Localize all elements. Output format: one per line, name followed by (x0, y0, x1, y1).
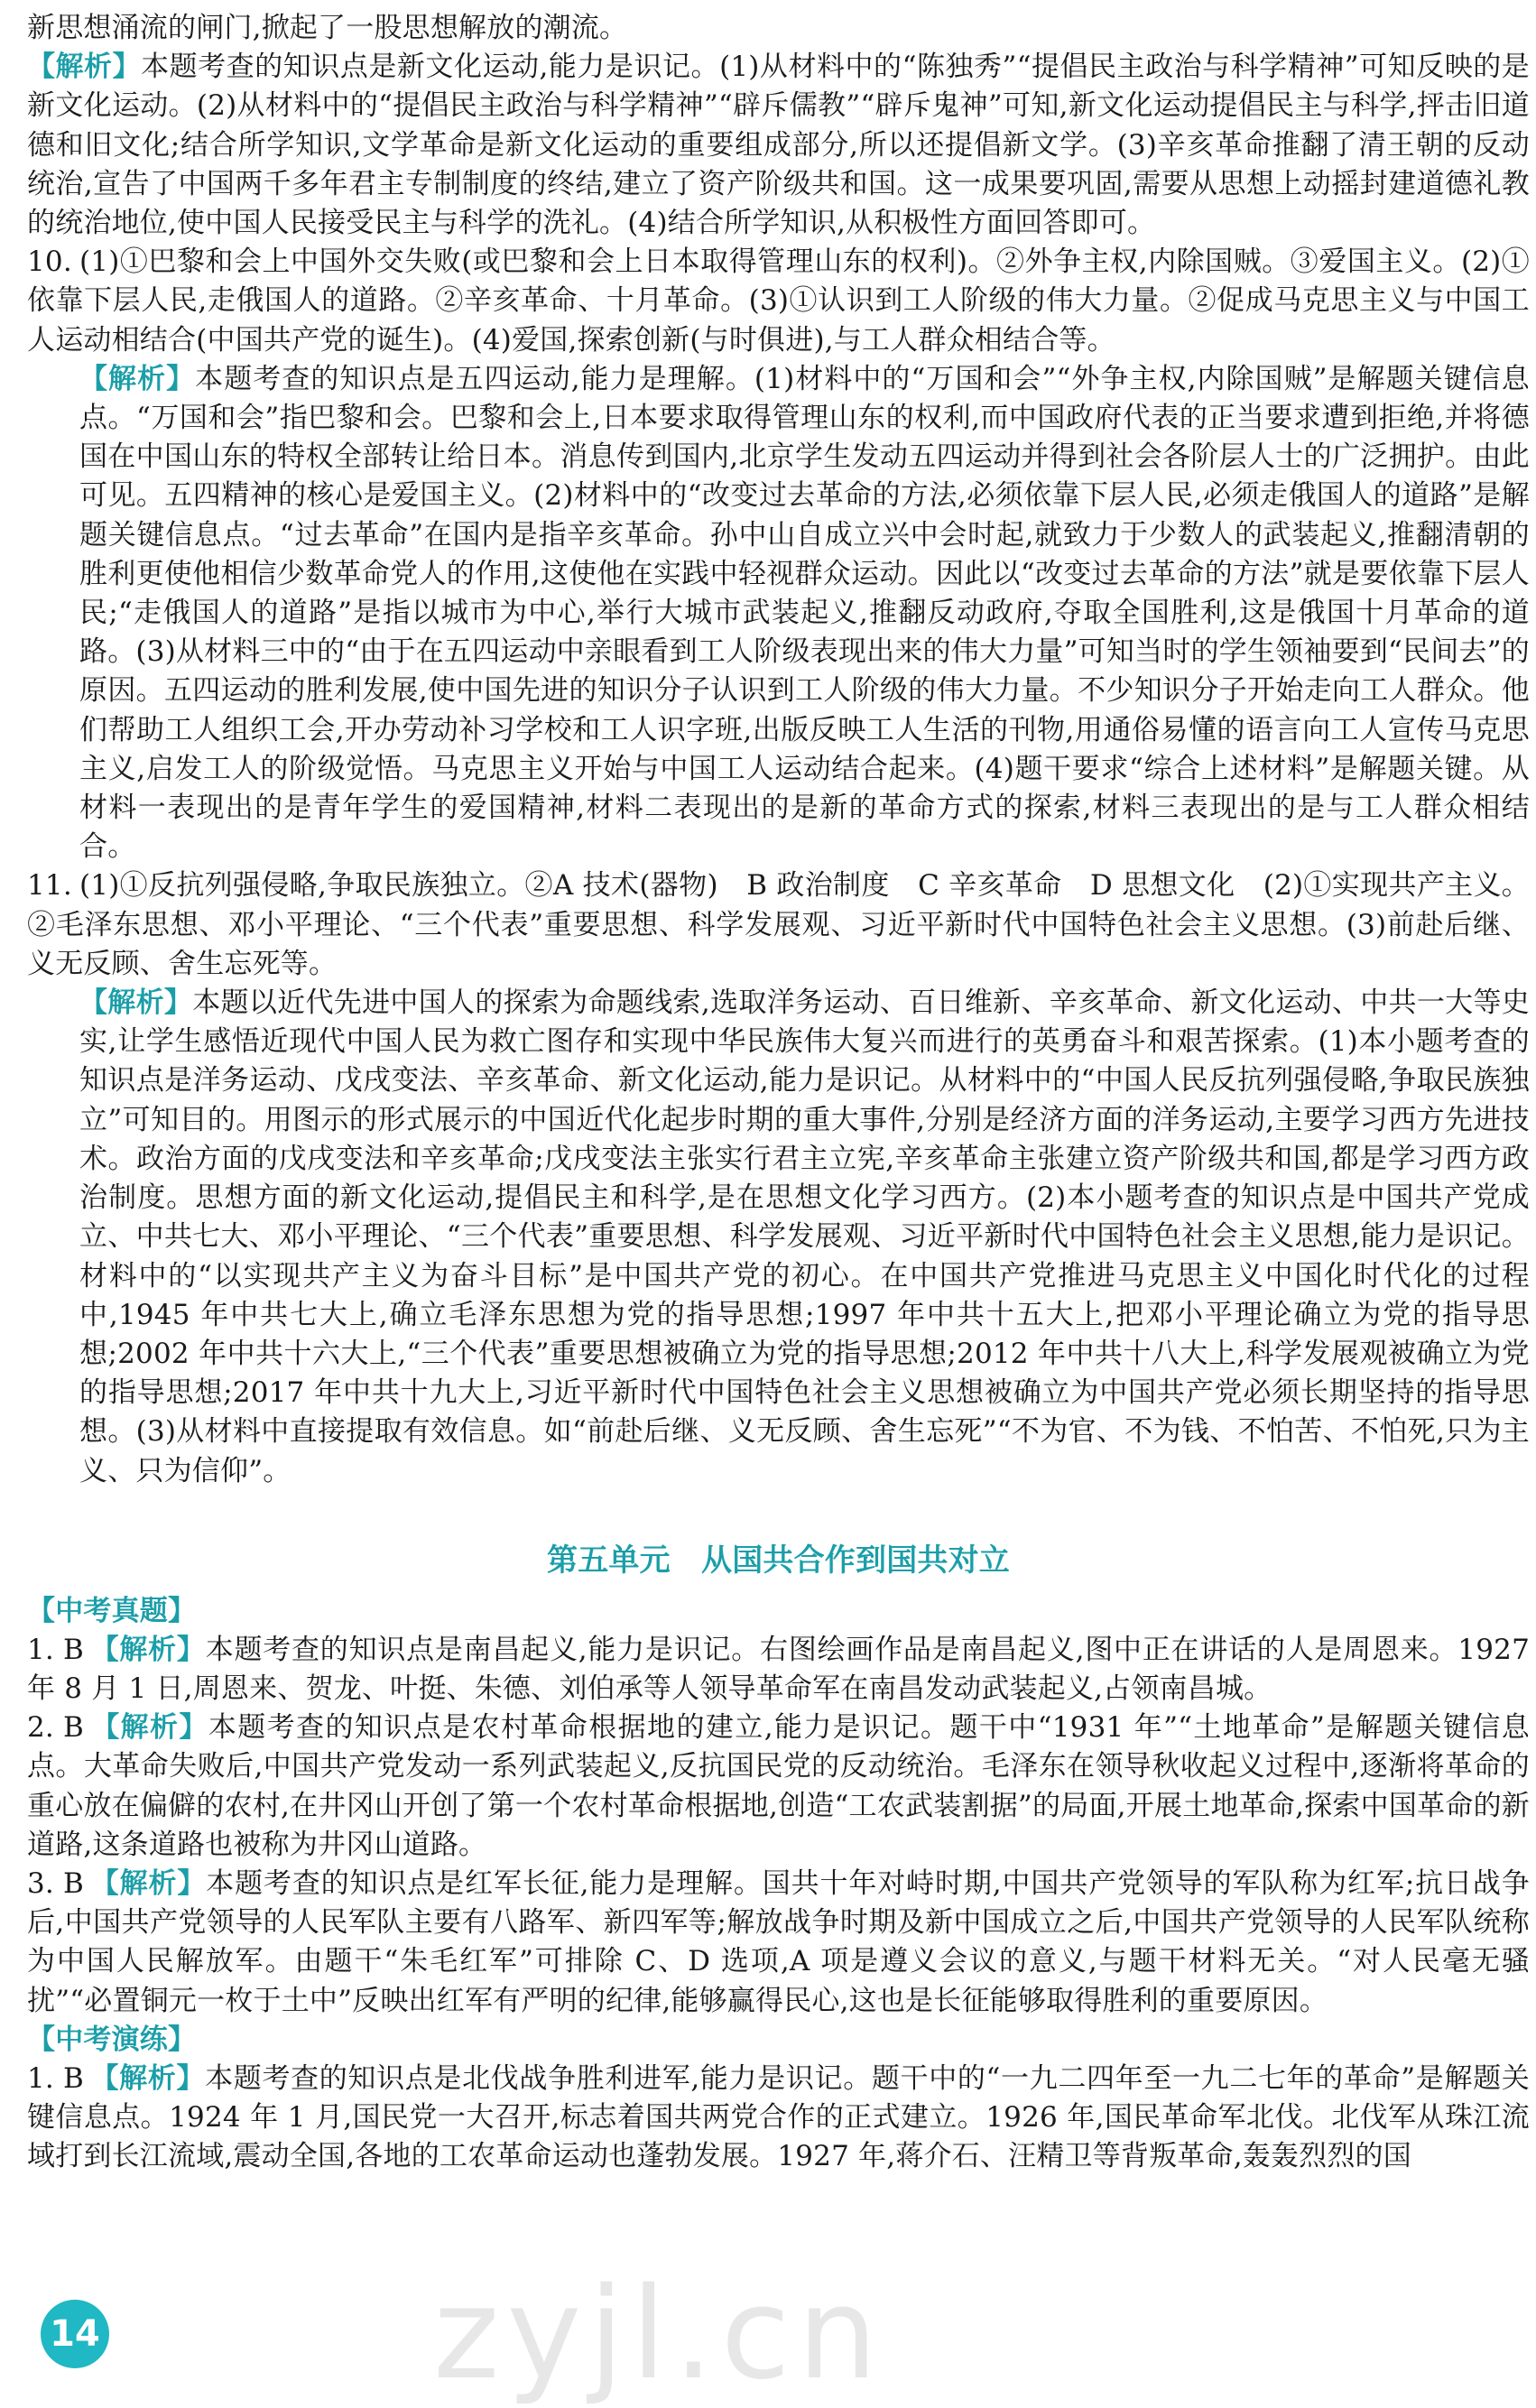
page-content (27, 9, 1530, 2176)
zhongkao-zhenti-heading: 【中考真题】 (27, 1594, 197, 1627)
prev-analysis-text: 本题考查的知识点是新文化运动,能力是识记。(1)从材料中的“陈独秀”“提倡民主政治与科学精神”可知反映的是新文化运动。(2)从材料中的“提倡民主政治与科学精神”“辟斥儒教”“辟斥鬼神”可知,新文化运动提倡民主与科学,抨击旧道德和旧文化;结合所学知识,文学革命是新文化运动的重要组成部分,所以还提倡新文学。(3)辛亥革命推翻了清王朝的反动统治,宣告了中国两千多年君主专制制度的终结,建立了资产阶级共和国。这一成果要巩固,需要从思想上动摇封建道德礼教的统治地位,使中国人民接受民主与科学的洗礼。(4)结合所学知识,从积极性方面回答即可。 (27, 51, 1530, 240)
zhenti-2-text: 本题考查的知识点是农村革命根据地的建立,能力是识记。题干中“1931 年”“土地革命”是解题关键信息点。大革命失败后,中国共产党发动一系列武装起义,反抗国民党的反动统治。毛泽东在领导秋收起义过程中,逐渐将革命的重心放在偏僻的农村,在井冈山开创了第一个农村革命根据地,创造“工农武装割据”的局面,开展土地革命,探索中国革命的新道路,这条道路也被称为井冈山道路。 (27, 1711, 1530, 1861)
yanlian-1-number: 1. B (27, 2061, 85, 2095)
q10-answer-text: (1)①巴黎和会上中国外交失败(或巴黎和会上日本取得管理山东的权利)。②外争主权,内除国贼。③爱国主义。(2)①依靠下层人民,走俄国人的道路。②辛亥革命、十月革命。(3)①认识到工人阶级的伟大力量。②促成马克思主义与中国工人运动相结合(中国共产党的诞生)。(4)爱国,探索创新(与时俱进),与工人群众相结合等。 (27, 245, 1530, 357)
question-10 (27, 243, 1530, 866)
page-number-badge: 14 (41, 2300, 109, 2368)
analysis-tag: 【解析】 (79, 362, 196, 395)
analysis-tag: 【解析】 (90, 1633, 206, 1666)
q11-number: 11. (27, 869, 72, 903)
q10-analysis-text: 本题考查的知识点是五四运动,能力是理解。(1)材料中的“万国和会”“外争主权,内除国贼”是解题关键信息点。“万国和会”指巴黎和会。巴黎和会上,日本要求取得管理山东的权利,而中国政府代表的正当要求遭到拒绝,并将德国在中国山东的特权全部转让给日本。消息传到国内,北京学生发动五四运动并得到社会各阶层人士的广泛拥护。由此可见。五四精神的核心是爱国主义。(2)材料中的“改变过去革命的方法,必须依靠下层人民,必须走俄国人的道路”是解题关键信息点。“过去革命”在国内是指辛亥革命。孙中山自成立兴中会时起,就致力于少数人的武装起义,推翻清朝的胜利更使他相信少数革命党人的作用,这使他在实践中轻视群众运动。因此以“改变过去革命的方法”就是要依靠下层人民;“走俄国人的道路”是指以城市为中心,举行大城市武装起义,推翻反动政府,夺取全国胜利,这是俄国十月革命的道路。(3)从材料三中的“由于在五四运动中亲眼看到工人阶级表现出来的伟大力量”可知当时的学生领袖要到“民间去”的原因。五四运动的胜利发展,使中国先进的知识分子认识到工人阶级的伟大力量。不少知识分子开始走向工人群众。他们帮助工人组织工会,开办劳动补习学校和工人识字班,出版反映工人生活的刊物,用通俗易懂的语言向工人宣传马克思主义,启发工人的阶级觉悟。马克思主义开始与中国工人运动结合起来。(4)题干要求“综合上述材料”是解题关键。从材料一表现出的是青年学生的爱国精神,材料二表现出的是新的革命方式的探索,材料三表现出的是与工人群众相结合。 (79, 362, 1530, 864)
zhongkao-yanlian-heading: 【中考演练】 (27, 2023, 197, 2056)
zhenti-item-2 (27, 1709, 1530, 1865)
question-11 (27, 866, 1530, 1490)
watermark: zyjl.cn (433, 2261, 885, 2408)
analysis-tag: 【解析】 (90, 1711, 208, 1745)
q11-answer (27, 866, 1530, 984)
q10-number: 10. (27, 245, 72, 279)
zhenti-item-1 (27, 1631, 1530, 1709)
unit-title: 第五单元 从国共合作到国共对立 (547, 1542, 1010, 1579)
zhenti-item-3 (27, 1865, 1530, 2021)
q11-analysis-text: 本题以近代先进中国人的探索为命题线索,选取洋务运动、百日维新、辛亥革命、新文化运动、中共一大等史实,让学生感悟近现代中国人民为救亡图存和实现中华民族伟大复兴而进行的英勇奋斗和艰苦探索。(1)本小题考查的知识点是洋务运动、戊戌变法、辛亥革命、新文化运动,能力是识记。从材料中的“中国人民反抗列强侵略,争取民族独立”可知目的。用图示的形式展示的中国近代化起步时期的重大事件,分别是经济方面的洋务运动,主要学习西方先进技术。政治方面的戊戌变法和辛亥革命;戊戌变法主张实行君主立宪,辛亥革命主张建立资产阶级共和国,都是学习西方政治制度。思想方面的新文化运动,提倡民主和科学,是在思想文化学习西方。(2)本小题考查的知识点是中国共产党成立、中共七大、邓小平理论、“三个代表”重要思想、科学发展观、习近平新时代中国特色社会主义思想,能力是识记。材料中的“以实现共产主义为奋斗目标”是中国共产党的初心。在中国共产党推进马克思主义中国化时代化的过程中,1945 年中共七大上,确立毛泽东思想为党的指导思想;1997 年中共十五大上,把邓小平理论确立为党的指导思想;2002 年中共十六大上,“三个代表”重要思想被确立为党的指导思想;2012 年中共十八大上,科学发展观被确立为党的指导思想;2017 年中共十九大上,习近平新时代中国特色社会主义思想被确立为中国共产党必须长期坚持的指导思想。(3)从材料中直接提取有效信息。如“前赴后继、义无反顾、舍生忘死”“不为官、不为钱、不怕苦、不怕死,只为主义、只为信仰”。 (79, 986, 1530, 1487)
q10-analysis (27, 360, 1530, 867)
zhenti-3-number: 3. B (27, 1866, 85, 1900)
yanlian-1-text: 本题考查的知识点是北伐战争胜利进军,能力是识记。题干中的“一九二四年至一九二七年的革命”是解题关键信息点。1924 年 1 月,国民党一大召开,标志着国共两党合作的正式建立。1926 年,国民革命军北伐。北伐军从珠江流域打到长江流域,震动全国,各地的工农革命运动也蓬勃发展。1927 年,蒋介石、汪精卫等背叛革命,轰轰烈烈的国 (27, 2061, 1530, 2173)
q11-answer-text: (1)①反抗列强侵略,争取民族独立。②A 技术(器物) B 政治制度 C 辛亥革命 D 思想文化 (2)①实现共产主义。②毛泽东思想、邓小平理论、“三个代表”重要思想、科学发展观、习近平新时代中国特色社会主义思想。(3)前赴后继、义无反顾、舍生忘死等。 (27, 869, 1530, 980)
zhenti-1-number: 1. B (27, 1633, 85, 1666)
zhenti-1-text: 本题考查的知识点是南昌起义,能力是识记。右图绘画作品是南昌起义,图中正在讲话的人是周恩来。1927 年 8 月 1 日,周恩来、贺龙、叶挺、朱德、刘伯承等人领导革命军在南昌发动武装起义,占领南昌城。 (27, 1633, 1530, 1705)
analysis-tag: 【解析】 (79, 986, 193, 1020)
intro-line: 新思想涌流的闸门,掀起了一股思想解放的潮流。 (27, 12, 628, 44)
zhenti-3-text: 本题考查的知识点是红军长征,能力是理解。国共十年对峙时期,中国共产党领导的军队称为红军;抗日战争后,中国共产党领导的人民军队主要有八路军、新四军等;解放战争时期及新中国成立之后,中国共产党领导的人民军队统称为中国人民解放军。由题干“朱毛红军”可排除 C、D 选项,A 项是遵义会议的意义,与题干材料无关。“对人民毫无骚扰”“必置铜元一枚于土中”反映出红军有严明的纪律,能够赢得民心,这也是长征能够取得胜利的重要原因。 (27, 1866, 1530, 2017)
analysis-tag: 【解析】 (27, 51, 142, 84)
analysis-tag: 【解析】 (90, 1866, 207, 1900)
q10-answer (27, 243, 1530, 360)
prev-analysis (27, 48, 1530, 243)
zhenti-2-number: 2. B (27, 1711, 85, 1745)
analysis-tag: 【解析】 (90, 2061, 206, 2095)
q11-analysis (27, 984, 1530, 1491)
yanlian-item-1 (27, 2060, 1530, 2177)
